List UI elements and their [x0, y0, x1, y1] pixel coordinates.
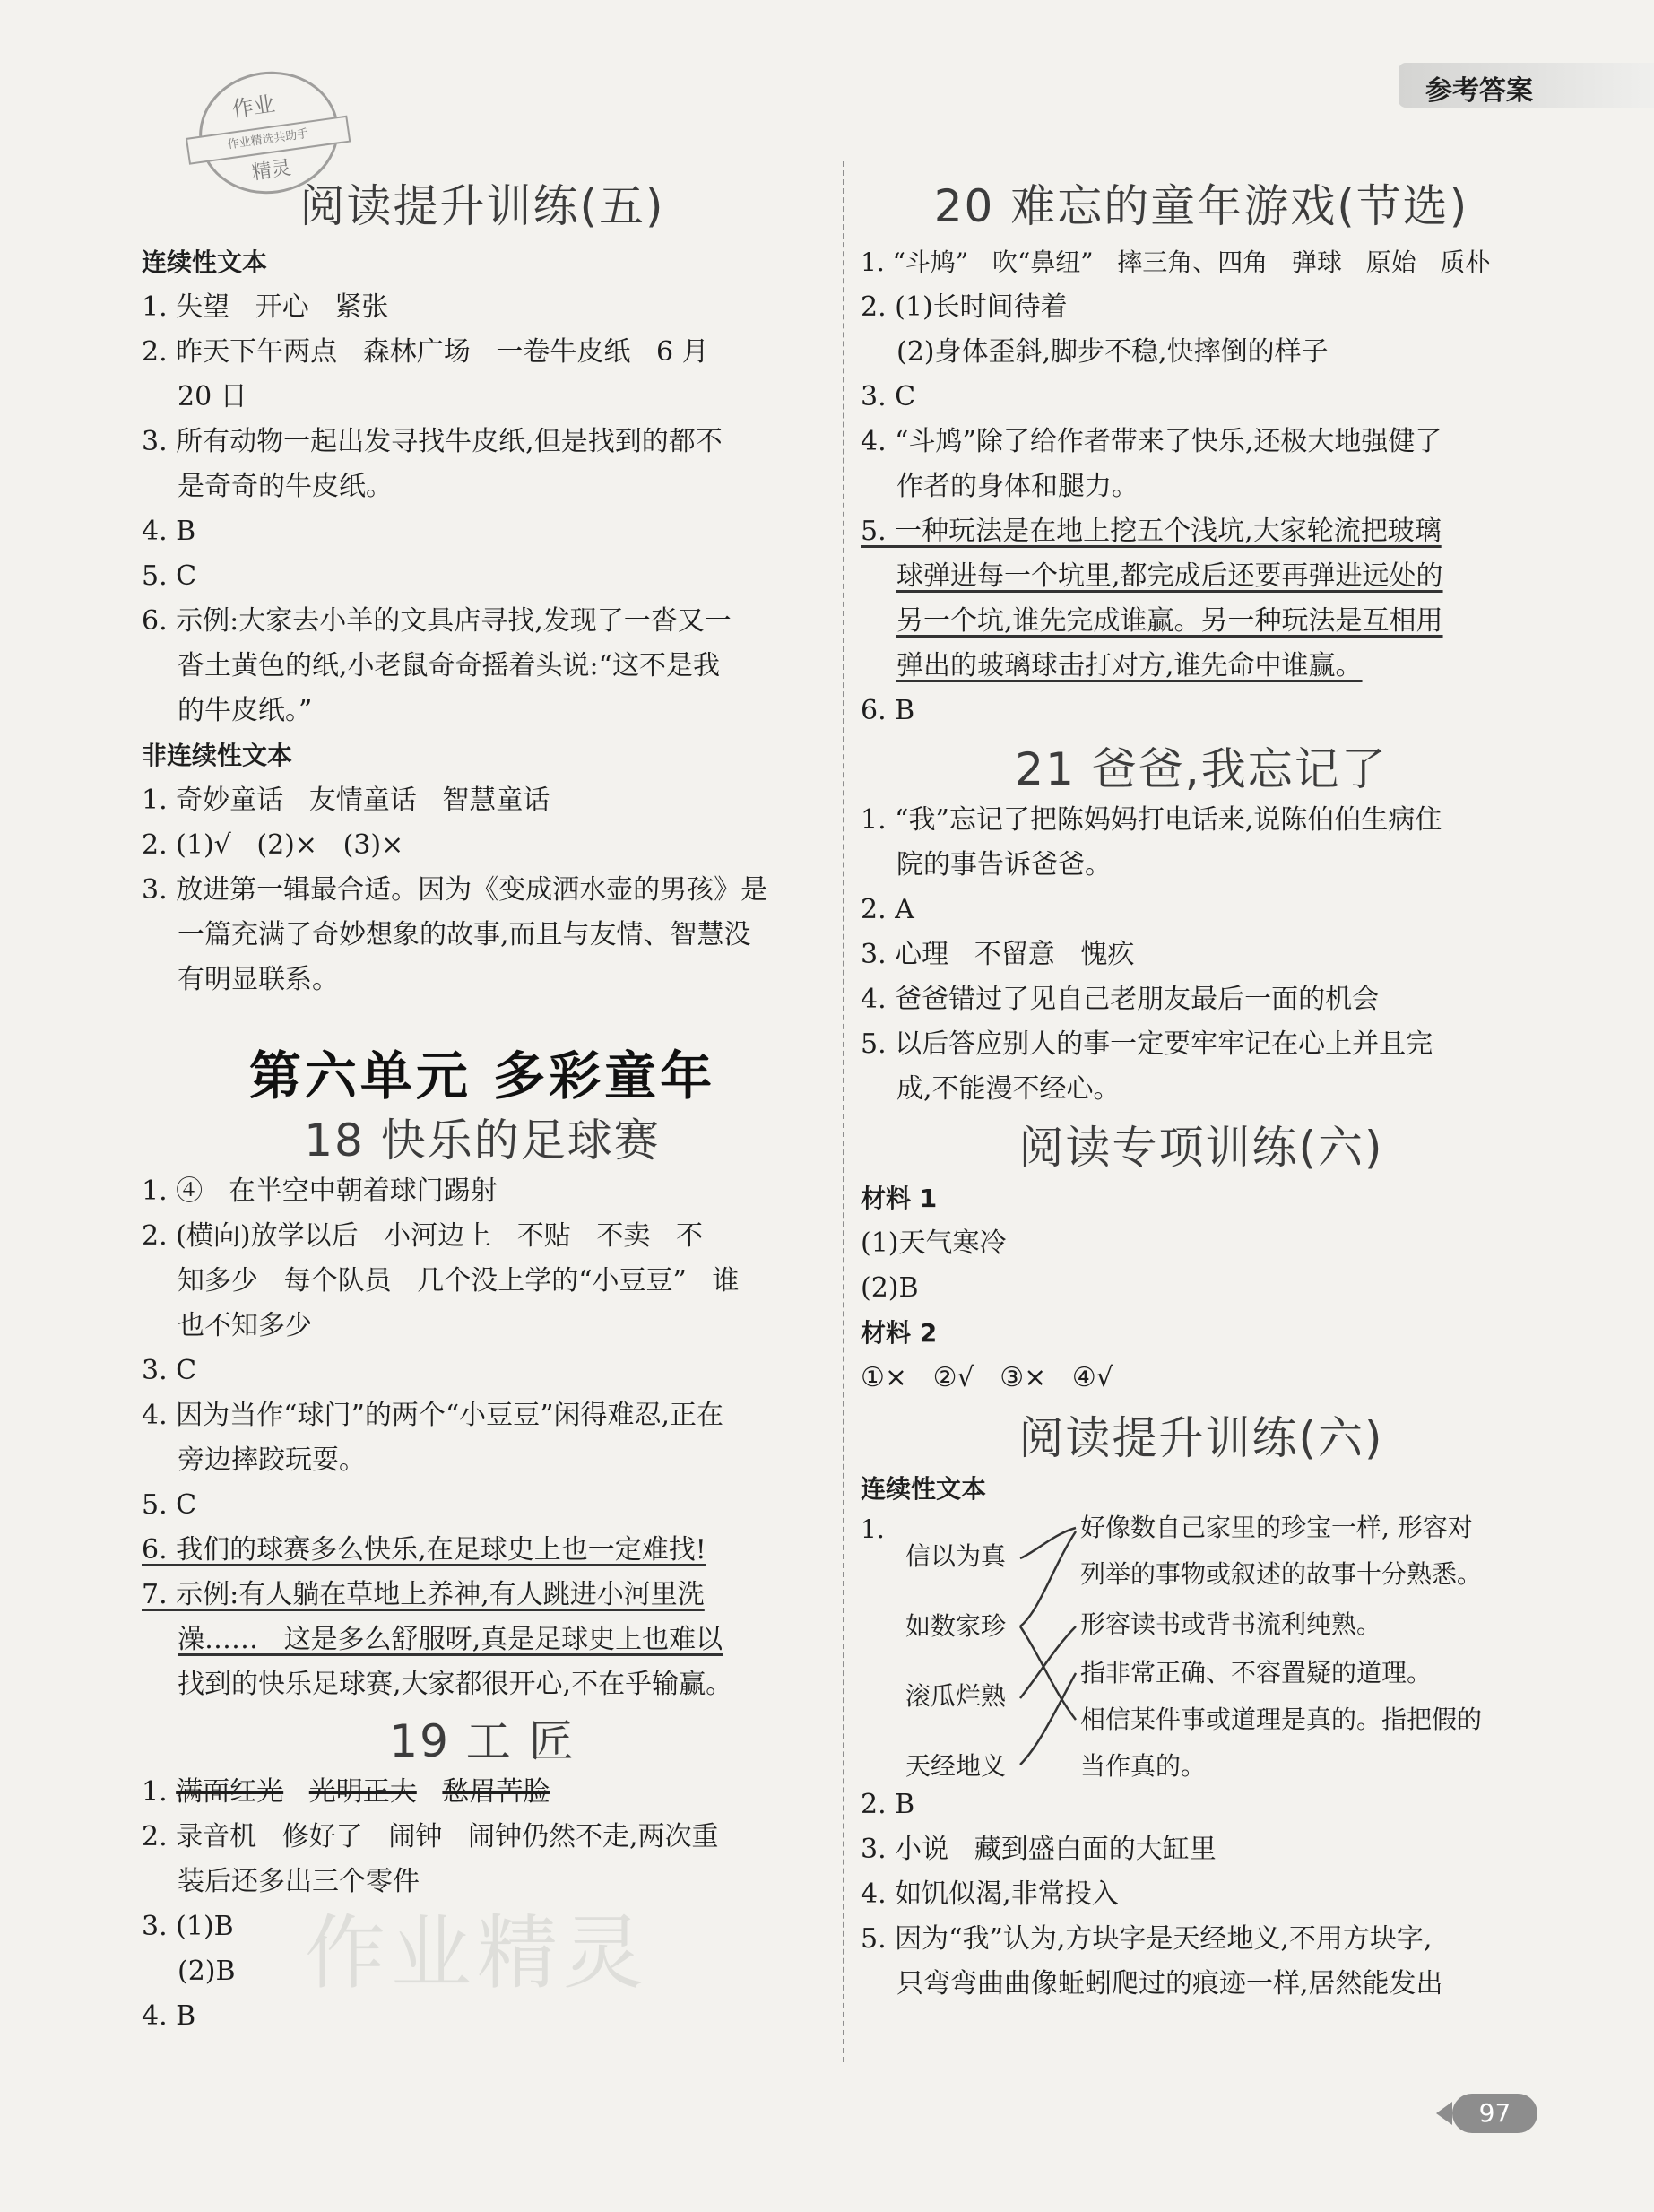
answer-line-underlined: 另一个坑,谁先完成谁赢。另一种玩法是互相用 — [896, 605, 1443, 637]
watermark: 作业精灵 — [305, 1906, 649, 2000]
stamp-line2: 精灵 — [250, 157, 293, 185]
match-number: 1. — [861, 1514, 885, 1544]
match-right-item: 相信某件事或道理是真的。指把假的 — [1080, 1705, 1483, 1734]
section-continuous-text: 连续性文本 — [861, 1474, 987, 1504]
left-column — [142, 178, 823, 2039]
answer-line: 1. ④ 在半空中朝着球门踢射 — [142, 1175, 498, 1207]
heading-lesson-21: 21 爸爸,我忘记了 — [1015, 743, 1388, 795]
answer-line: 1. “斗鸠” 吹“鼻纽” 摔三角、四角 弹球 原始 质朴 — [861, 247, 1491, 277]
answer-line: 3. 心理 不留意 愧疚 — [861, 939, 1135, 970]
struck-idiom: 愁眉苦脸 — [442, 1776, 550, 1808]
answer-line-underlined: 球弹进每一个坑里,都完成后还要再弹进远处的 — [896, 560, 1443, 592]
answer-line: 5. 以后答应别人的事一定要牢牢记在心上并且完 — [861, 1028, 1433, 1060]
match-right-item: 形容读书或背书流利纯熟。 — [1080, 1609, 1382, 1639]
answer-line: 院的事告诉爸爸。 — [896, 849, 1112, 880]
match-right-item: 好像数自己家里的珍宝一样, 形容对 — [1080, 1513, 1473, 1542]
column-divider — [843, 161, 844, 2062]
answer-line: 4. B — [142, 516, 196, 547]
unit-title: 第六单元 多彩童年 — [248, 1045, 716, 1106]
answer-line: 4. 因为当作“球门”的两个“小豆豆”闲得难忍,正在 — [142, 1400, 724, 1431]
answer-line: (2)B — [861, 1272, 919, 1304]
answer-line: 2. A — [861, 894, 914, 925]
answer-line: 3. 放进第一辑最合适。因为《变成洒水壶的男孩》是 — [142, 874, 768, 906]
answer-line: 20 日 — [178, 381, 247, 412]
answer-line: 2. (横向)放学以后 小河边上 不贴 不卖 不 — [142, 1220, 704, 1252]
answer-line: 作者的身体和腿力。 — [896, 471, 1139, 502]
answer-line: (2)B — [178, 1956, 236, 1987]
answer-line: 3. (1)B — [142, 1911, 234, 1942]
answer-key-label: 参考答案 — [1425, 75, 1533, 107]
answer-line: 4. B — [142, 2000, 196, 2032]
answer-line: 6. B — [861, 695, 915, 726]
answer-line: 2. 昨天下午两点 森林广场 一卷牛皮纸 6 月 — [142, 336, 709, 368]
heading-reading-upgrade-6: 阅读提升训练(六) — [1018, 1412, 1384, 1464]
struck-idiom: 光明正大 — [308, 1776, 417, 1808]
answer-line: (1)天气寒冷 — [861, 1227, 1007, 1259]
stamp-band: 作业精选共助手 — [186, 116, 351, 165]
match-line — [1020, 1531, 1076, 1626]
answer-line: ①× ②√ ③× ④√ — [861, 1362, 1113, 1393]
matching-lines — [861, 1512, 1094, 1790]
match-line — [1020, 1626, 1076, 1720]
answer-line: 5. C — [142, 1489, 197, 1521]
answer-line: 1. 奇妙童话 友情童话 智慧童话 — [142, 785, 550, 816]
right-column — [861, 178, 1542, 2007]
heading-reading-special-6: 阅读专项训练(六) — [1018, 1122, 1384, 1174]
answer-line: 一篇充满了奇妙想象的故事,而且与友情、智慧没 — [178, 919, 751, 950]
answer-line-underlined: 7. 示例:有人躺在草地上养神,有人跳进小河里洗 — [142, 1579, 705, 1610]
answer-line: 也不知多少 — [178, 1310, 312, 1341]
answer-line-underlined: 5. 一种玩法是在地上挖五个浅坑,大家轮流把玻璃 — [861, 516, 1442, 547]
answer-line: 3. C — [142, 1355, 197, 1386]
struck-idiom: 满面红光 — [176, 1776, 284, 1808]
answer-line: 5. C — [142, 560, 197, 592]
answer-line: 3. C — [861, 381, 916, 412]
match-left-item: 信以为真 — [905, 1541, 1007, 1571]
answer-line: 装后还多出三个零件 — [178, 1866, 420, 1897]
section-continuous-text: 连续性文本 — [142, 247, 268, 277]
stamp-line1: 作业 — [230, 91, 277, 123]
item-prefix: 1. — [142, 1776, 177, 1808]
match-left-item: 天经地义 — [905, 1751, 1007, 1781]
answer-line-19-1 — [142, 1770, 823, 1815]
page-arrow-icon — [1436, 2102, 1452, 2125]
answer-line: 6. 示例:大家去小羊的文具店寻找,发现了一沓又一 — [142, 605, 732, 637]
answer-line-underlined: 6. 我们的球赛多么快乐,在足球史上也一定难找! — [142, 1534, 706, 1566]
answer-line: 1. “我”忘记了把陈妈妈打电话来,说陈伯伯生病住 — [861, 804, 1442, 836]
answer-line: 成,不能漫不经心。 — [896, 1073, 1121, 1105]
answer-line: 只弯弯曲曲像蚯蚓爬过的痕迹一样,居然能发出 — [896, 1968, 1443, 1999]
heading-lesson-18: 18 快乐的足球赛 — [304, 1115, 661, 1167]
answer-line-underlined: 澡…… 这是多么舒服呀,真是足球史上也难以 — [178, 1624, 723, 1655]
answer-line: 沓土黄色的纸,小老鼠奇奇摇着头说:“这不是我 — [178, 650, 720, 681]
match-line — [1020, 1528, 1076, 1558]
answer-line: 2. (1)√ (2)× (3)× — [142, 829, 404, 861]
answer-key-tab — [1399, 63, 1654, 108]
answer-line: 2. (1)长时间待着 — [861, 291, 1068, 323]
answer-line: 有明显联系。 — [178, 964, 339, 995]
answer-line: 知多少 每个队员 几个没上学的“小豆豆” 谁 — [178, 1265, 740, 1297]
answer-line: 是奇奇的牛皮纸。 — [178, 471, 393, 502]
match-left-item: 如数家珍 — [905, 1611, 1007, 1641]
answer-line: 旁边摔跤玩耍。 — [178, 1444, 366, 1476]
answer-line: 2. B — [861, 1789, 915, 1820]
answer-line: 4. 如饥似渴,非常投入 — [861, 1878, 1119, 1910]
match-left-item: 滚瓜烂熟 — [905, 1681, 1007, 1711]
answer-line: 4. 爸爸错过了见自己老朋友最后一面的机会 — [861, 984, 1380, 1015]
answer-line: 5. 因为“我”认为,方块字是天经地义,不用方块字, — [861, 1923, 1433, 1955]
match-right-item: 指非常正确、不容置疑的道理。 — [1080, 1658, 1433, 1687]
answer-line: 4. “斗鸠”除了给作者带来了快乐,还极大地强健了 — [861, 426, 1442, 457]
answer-line: 3. 所有动物一起出发寻找牛皮纸,但是找到的都不 — [142, 426, 723, 457]
material-1-label: 材料 1 — [861, 1184, 938, 1213]
heading-lesson-20: 20 难忘的童年游戏(节选) — [933, 180, 1469, 232]
section-noncontinuous-text: 非连续性文本 — [142, 741, 293, 770]
heading-reading-upgrade-5: 阅读提升训练(五) — [299, 180, 665, 232]
answer-line: 1. 失望 开心 紧张 — [142, 291, 389, 323]
idiom-matching-exercise — [861, 1512, 1542, 1781]
material-2-label: 材料 2 — [861, 1318, 938, 1348]
match-right-item: 当作真的。 — [1080, 1751, 1207, 1781]
answer-line: 3. 小说 藏到盛白面的大缸里 — [861, 1834, 1217, 1865]
match-right-item: 列举的事物或叙述的故事十分熟悉。 — [1080, 1559, 1483, 1589]
answer-line: (2)身体歪斜,脚步不稳,快摔倒的样子 — [896, 336, 1329, 368]
answer-line: 找到的快乐足球赛,大家都很开心,不在乎输赢。 — [178, 1669, 733, 1700]
heading-lesson-19: 19 工 匠 — [389, 1715, 576, 1767]
page-number: 97 — [1452, 2094, 1537, 2133]
answer-line-underlined: 弹出的玻璃球击打对方,谁先命中谁赢。 — [896, 650, 1363, 681]
answer-line: 2. 录音机 修好了 闹钟 闹钟仍然不走,两次重 — [142, 1821, 719, 1852]
answer-line: 的牛皮纸。” — [178, 695, 313, 726]
